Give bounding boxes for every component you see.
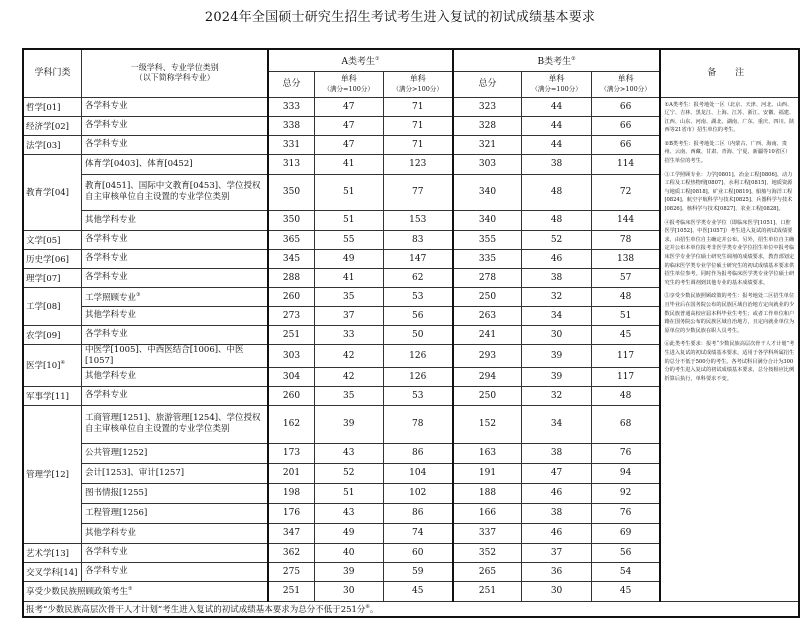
score-a-single2: 86 (383, 443, 452, 463)
score-a-single2: 153 (383, 210, 452, 230)
score-b-single2: 45 (591, 325, 660, 344)
table-row (23, 97, 799, 116)
score-a-single1: 39 (314, 562, 383, 581)
score-b-total: 163 (453, 443, 522, 463)
score-a-single2: 74 (383, 523, 452, 543)
score-b-total: 303 (453, 154, 522, 174)
score-b-single1: 44 (522, 116, 591, 135)
score-a-single2: 45 (383, 581, 452, 601)
score-table (22, 48, 800, 618)
subject-cell (82, 210, 269, 230)
header-single1-b (522, 71, 591, 97)
score-a-single1: 52 (314, 463, 383, 483)
subject-label: 教育[0451]、国际中文教育[0453]、学位授权自主审核单位自主设置的专业学位类别 (85, 181, 261, 202)
subject-label: 体育学[0403]、体育[0452] (85, 158, 193, 169)
remark-note: ⑤享受少数民族照顾政策的考生：报考地处二区招生单位且毕业后在国务院公布的民族区域自治地方定向就业的少数民族普通高校应届本科毕业生考生；或者工作单位和户籍在国务院公布的民族区域自治地方，且定向就业单位为原单位的少数民族在职人员考生。 (664, 293, 795, 334)
subject-cell (82, 463, 269, 483)
subject-label: 中医学[1005]、中西医结合[1006]、中医[1057] (85, 344, 244, 366)
score-b-single2: 56 (591, 543, 660, 562)
discipline-management (23, 405, 82, 543)
score-b-single2: 117 (591, 367, 660, 386)
subject-label: 其他学科专业 (85, 310, 137, 320)
score-b-single1: 46 (522, 523, 591, 543)
score-a-single2: 53 (383, 386, 452, 405)
score-a-total: 260 (268, 287, 314, 306)
score-a-single2: 78 (383, 405, 452, 443)
score-a-single1: 30 (314, 581, 383, 601)
score-b-single2: 76 (591, 503, 660, 523)
score-b-total: 321 (453, 135, 522, 154)
subject-cell (82, 344, 269, 367)
subject-label: 各学科专业 (85, 566, 128, 576)
score-b-single2: 92 (591, 483, 660, 503)
score-b-single2: 114 (591, 154, 660, 174)
subject-cell (82, 174, 269, 210)
score-b-single1: 36 (522, 562, 591, 581)
score-b-total: 352 (453, 543, 522, 562)
score-b-single1: 46 (522, 249, 591, 268)
discipline-law-label: 法学[03] (26, 140, 61, 151)
score-a-single2: 123 (383, 154, 452, 174)
score-a-single2: 147 (383, 249, 452, 268)
discipline-philosophy-label: 哲学[01] (26, 102, 61, 113)
discipline-economics (23, 116, 82, 135)
score-b-single2: 57 (591, 268, 660, 287)
subject-cell (82, 443, 269, 463)
header-single1-sub: （满分=100分） (531, 85, 582, 93)
score-a-single2: 56 (383, 306, 452, 325)
score-a-total: 162 (268, 405, 314, 443)
score-b-single1: 47 (522, 463, 591, 483)
header-subject (82, 49, 269, 97)
subject-cell (82, 325, 269, 344)
subject-cell (82, 249, 269, 268)
discipline-literature (23, 230, 82, 249)
score-a-single2: 71 (383, 135, 452, 154)
subject-label: 各学科专业 (85, 272, 128, 282)
score-a-single1: 33 (314, 325, 383, 344)
header-group-a (268, 49, 452, 71)
discipline-military-label: 军事学[11] (26, 391, 69, 402)
score-b-total: 251 (453, 581, 522, 601)
score-a-total: 313 (268, 154, 314, 174)
score-a-single2: 102 (383, 483, 452, 503)
subject-cell (82, 287, 269, 306)
score-b-single1: 38 (522, 268, 591, 287)
score-a-single1: 55 (314, 230, 383, 249)
score-b-single2: 94 (591, 463, 660, 483)
header-single2-a (383, 71, 452, 97)
score-b-single2: 144 (591, 210, 660, 230)
score-b-total: 263 (453, 306, 522, 325)
score-a-single1: 51 (314, 174, 383, 210)
score-a-total: 275 (268, 562, 314, 581)
score-b-total: 323 (453, 97, 522, 116)
subject-label: 图书情报[1255] (85, 487, 148, 498)
score-b-single1: 32 (522, 386, 591, 405)
subject-label: 各学科专业 (85, 120, 128, 130)
page-title: 2024年全国硕士研究生招生考试考生进入复试的初试成绩基本要求 (204, 10, 596, 25)
score-a-single1: 37 (314, 306, 383, 325)
remark-note: ⑥此类考生要求：报考“少数民族高层次骨干人才计划”考生进入复试的初试成绩基本要求，适用于各学科所属招生的总分不低于500分的考生。各考试科目满分合计为300分的考生进入复试的初试成绩基本要求，总分按相应比例折算后执行，单科要求不变。 (664, 341, 795, 382)
header-group-a-label: A类考生 (341, 56, 376, 67)
subject-cell (82, 386, 269, 405)
footnote-marker: ④ (60, 360, 65, 367)
header-single2-sub: （满分>100分） (392, 85, 443, 93)
score-b-total: 166 (453, 503, 522, 523)
score-b-single1: 38 (522, 443, 591, 463)
score-a-single2: 104 (383, 463, 452, 483)
score-b-total: 188 (453, 483, 522, 503)
footnote-end: 。 (369, 604, 379, 615)
score-b-total: 191 (453, 463, 522, 483)
score-b-total: 293 (453, 344, 522, 367)
score-b-total: 265 (453, 562, 522, 581)
score-a-total: 303 (268, 344, 314, 367)
header-single1-a (314, 71, 383, 97)
header-total-a: 总分 (268, 71, 314, 97)
score-a-total: 350 (268, 210, 314, 230)
score-a-single1: 41 (314, 268, 383, 287)
score-a-single2: 50 (383, 325, 452, 344)
discipline-medicine (23, 344, 82, 386)
score-a-total: 338 (268, 116, 314, 135)
subject-label: 各学科专业 (85, 390, 128, 400)
discipline-science-label: 理学[07] (26, 273, 61, 284)
score-a-single2: 83 (383, 230, 452, 249)
subject-label: 各学科专业 (85, 234, 128, 244)
discipline-art-label: 艺术学[13] (26, 548, 69, 559)
subject-label: 工程管理[1256] (85, 507, 148, 518)
footnote-marker: ⑥ (365, 603, 370, 610)
discipline-minority (23, 581, 268, 601)
discipline-art (23, 543, 82, 562)
remark-note: ③工学照顾专业：力学[0801]、冶金工程[0806]、动力工程及工程热物理[0807]、水利工程[0815]、地质资源与地质工程[0818]、矿业工程[0819]、船舶与海洋工程[0824]、航空宇航科学与技术[0825]、兵器科学与技术[0826]、核科学与技术[0827]、农业工程[0828]。 (664, 171, 793, 213)
score-a-single1: 43 (314, 503, 383, 523)
score-b-single2: 72 (591, 174, 660, 210)
score-a-single1: 49 (314, 249, 383, 268)
header-single2-b (591, 71, 660, 97)
score-a-total: 350 (268, 174, 314, 210)
score-a-single2: 62 (383, 268, 452, 287)
score-a-total: 345 (268, 249, 314, 268)
discipline-cross-label: 交叉学科[14] (26, 567, 78, 578)
score-a-total: 273 (268, 306, 314, 325)
score-a-total: 173 (268, 443, 314, 463)
score-b-total: 152 (453, 405, 522, 443)
discipline-agriculture-label: 农学[09] (26, 330, 61, 341)
score-b-single2: 48 (591, 386, 660, 405)
header-single2-label: 单科 (409, 74, 426, 83)
score-b-single1: 39 (522, 367, 591, 386)
header-single1-label: 单科 (548, 74, 565, 83)
score-a-single1: 43 (314, 443, 383, 463)
subject-cell (82, 367, 269, 386)
discipline-education-label: 教育学[04] (26, 188, 69, 198)
discipline-military (23, 386, 82, 405)
score-a-total: 201 (268, 463, 314, 483)
footnote-marker: ⑤ (128, 586, 133, 593)
score-a-single2: 60 (383, 543, 452, 562)
score-b-single2: 69 (591, 523, 660, 543)
header-total-b: 总分 (453, 71, 522, 97)
score-b-total: 340 (453, 174, 522, 210)
score-a-single1: 51 (314, 483, 383, 503)
score-b-single1: 34 (522, 306, 591, 325)
score-a-single1: 35 (314, 287, 383, 306)
subject-label: 工商管理[1251]、旅游管理[1254]、学位授权自主审核单位自主设置的专业学位类别 (85, 413, 261, 434)
score-b-total: 241 (453, 325, 522, 344)
header-discipline: 学科门类 (23, 49, 82, 97)
score-a-total: 304 (268, 367, 314, 386)
score-a-single1: 40 (314, 543, 383, 562)
discipline-history (23, 249, 82, 268)
score-b-single1: 48 (522, 174, 591, 210)
score-a-total: 198 (268, 483, 314, 503)
score-b-total: 340 (453, 210, 522, 230)
discipline-medicine-label: 医学[10] (26, 361, 61, 371)
score-a-single2: 86 (383, 503, 452, 523)
score-b-single2: 76 (591, 443, 660, 463)
subject-label: 会计[1253]、审计[1257] (85, 467, 185, 478)
subject-cell (82, 483, 269, 503)
score-a-total: 260 (268, 386, 314, 405)
subject-cell (82, 503, 269, 523)
footnote-marker: ① (375, 55, 380, 62)
subject-label: 各学科专业 (85, 139, 128, 149)
score-b-single2: 45 (591, 581, 660, 601)
score-a-single2: 126 (383, 344, 452, 367)
header-group-b (453, 49, 661, 71)
score-b-total: 337 (453, 523, 522, 543)
subject-cell (82, 135, 269, 154)
header-group-b-label: B类考生 (537, 56, 572, 67)
header-subject-line2: （以下简称学科专业） (134, 73, 215, 83)
subject-label: 工学照顾专业 (85, 292, 137, 303)
score-a-single1: 47 (314, 135, 383, 154)
score-a-single1: 47 (314, 116, 383, 135)
score-b-single1: 46 (522, 483, 591, 503)
score-b-single1: 38 (522, 154, 591, 174)
score-b-total: 335 (453, 249, 522, 268)
subject-label: 其他学科专业 (85, 371, 137, 381)
header-subject-line1: 一级学科、专业学位类别 (130, 63, 219, 73)
score-b-single2: 66 (591, 135, 660, 154)
score-a-total: 331 (268, 135, 314, 154)
score-a-total: 333 (268, 97, 314, 116)
subject-cell (82, 230, 269, 249)
footnote-marker: ③ (136, 291, 141, 298)
score-b-single1: 44 (522, 135, 591, 154)
subject-label: 各学科专业 (85, 101, 128, 111)
subject-cell (82, 97, 269, 116)
score-a-total: 362 (268, 543, 314, 562)
score-b-single1: 52 (522, 230, 591, 249)
discipline-economics-label: 经济学[02] (26, 121, 69, 132)
score-b-single1: 32 (522, 287, 591, 306)
score-a-single2: 126 (383, 367, 452, 386)
footnote-row (23, 601, 799, 617)
score-b-single1: 30 (522, 325, 591, 344)
remarks-notes (660, 97, 799, 601)
remark-note: ②B类考生：报考地处二区（内蒙古、广西、海南、贵州、云南、西藏、甘肃、青海、宁夏、新疆等10省区）招生单位的考生。 (664, 140, 791, 165)
score-b-single2: 68 (591, 405, 660, 443)
score-a-total: 251 (268, 325, 314, 344)
score-b-single1: 39 (522, 344, 591, 367)
subject-label: 各学科专业 (85, 329, 128, 339)
subject-cell (82, 523, 269, 543)
subject-cell (82, 306, 269, 325)
score-b-single1: 34 (522, 405, 591, 443)
score-a-total: 251 (268, 581, 314, 601)
score-b-total: 250 (453, 287, 522, 306)
score-a-single2: 77 (383, 174, 452, 210)
score-b-single1: 37 (522, 543, 591, 562)
score-a-single1: 41 (314, 154, 383, 174)
score-b-single2: 51 (591, 306, 660, 325)
footnote-marker: ② (571, 55, 576, 62)
subject-label: 公共管理[1252] (85, 447, 148, 458)
header-single1-sub: （满分=100分） (323, 85, 374, 93)
discipline-philosophy (23, 97, 82, 116)
score-a-single1: 47 (314, 97, 383, 116)
discipline-engineering (23, 287, 82, 325)
remark-note: ④报考临床医学类专业学位（即临床医学[1051]、口腔医学[1052]、中医[1057]）考生进入复试的初试成绩要求，由招生单位自主确定并公布。另外，招生单位自主确定并公布本单位报考非医学类专业学位招生单位中报考临床医学专业学位硕士研究生调剂的成绩要求，教育部划定的临床医学类专业学位硕士研究生的初试成绩基本要求供招生单位参考。同时作为报考临床医学类专业学位硕士研究生的考生调剂到其他专业的基本成绩要求。 (664, 219, 795, 286)
score-b-single2: 48 (591, 287, 660, 306)
discipline-agriculture (23, 325, 82, 344)
score-a-single1: 49 (314, 523, 383, 543)
score-b-total: 278 (453, 268, 522, 287)
header-remarks: 备 注 (660, 49, 799, 97)
subject-label: 其他学科专业 (85, 214, 137, 225)
score-b-single1: 44 (522, 97, 591, 116)
score-a-single1: 42 (314, 367, 383, 386)
subject-cell (82, 405, 269, 443)
subject-cell (82, 116, 269, 135)
discipline-management-label: 管理学[12] (26, 470, 69, 480)
footnote-text: 报考“少数民族高层次骨干人才计划”考生进入复试的初试成绩基本要求为总分不低于251分 (26, 604, 366, 615)
score-b-total: 250 (453, 386, 522, 405)
score-b-single2: 54 (591, 562, 660, 581)
score-b-total: 355 (453, 230, 522, 249)
score-a-single2: 59 (383, 562, 452, 581)
score-a-single2: 71 (383, 116, 452, 135)
discipline-minority-label: 享受少数民族照顾政策考生 (26, 587, 129, 597)
discipline-education (23, 154, 82, 230)
score-a-total: 176 (268, 503, 314, 523)
score-a-single1: 51 (314, 210, 383, 230)
score-b-single2: 138 (591, 249, 660, 268)
score-a-single1: 39 (314, 405, 383, 443)
discipline-science (23, 268, 82, 287)
header-single2-sub: （满分>100分） (600, 85, 651, 93)
score-a-total: 365 (268, 230, 314, 249)
score-b-single2: 66 (591, 97, 660, 116)
subject-label: 其他学科专业 (85, 527, 137, 538)
subject-label: 各学科专业 (85, 547, 128, 557)
score-b-single1: 38 (522, 503, 591, 523)
score-b-single2: 66 (591, 116, 660, 135)
score-b-single1: 30 (522, 581, 591, 601)
subject-cell (82, 268, 269, 287)
discipline-engineering-label: 工学[08] (26, 302, 61, 312)
score-a-single2: 53 (383, 287, 452, 306)
score-b-total: 294 (453, 367, 522, 386)
score-a-single1: 35 (314, 386, 383, 405)
discipline-law (23, 135, 82, 154)
header-single1-label: 单科 (340, 74, 357, 83)
header-single2-label: 单科 (617, 74, 634, 83)
discipline-literature-label: 文学[05] (26, 235, 61, 246)
subject-label: 各学科专业 (85, 253, 128, 263)
discipline-history-label: 历史学[06] (26, 254, 69, 265)
score-b-total: 328 (453, 116, 522, 135)
score-b-single2: 78 (591, 230, 660, 249)
score-b-single2: 117 (591, 344, 660, 367)
score-b-single1: 48 (522, 210, 591, 230)
subject-cell (82, 543, 269, 562)
remark-note: ①A类考生：报考地处一区（北京、天津、河北、山西、辽宁、吉林、黑龙江、上海、江苏、浙江、安徽、福建、江西、山东、河南、湖北、湖南、广东、重庆、四川、陕西等21省市）招生单位的考生。 (664, 101, 795, 134)
score-a-total: 288 (268, 268, 314, 287)
subject-cell (82, 154, 269, 174)
score-a-single1: 42 (314, 344, 383, 367)
score-a-single2: 71 (383, 97, 452, 116)
score-a-total: 347 (268, 523, 314, 543)
